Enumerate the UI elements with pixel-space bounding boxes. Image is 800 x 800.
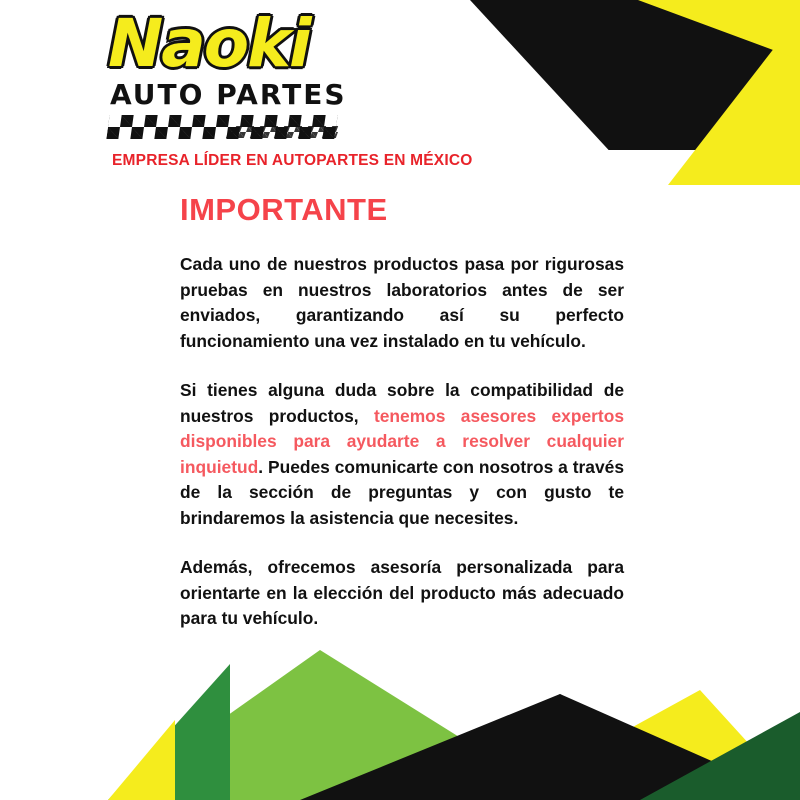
paragraph-quality: Cada uno de nuestros productos pasa por rigurosas pruebas en nuestros laboratorios antes de ser enviados, garantizando así su perfecto funcionamiento una vez instalado en tu vehículo.: [180, 254, 624, 351]
footer-shapes-svg: [0, 650, 800, 800]
brand-logo: [108, 6, 458, 139]
footer-yellow-left-shape: [108, 720, 175, 800]
paragraph-support-post: . Puedes comunicarte con nosotros a través de la sección de preguntas y con gusto te brindaremos la asistencia que necesites.: [180, 456, 624, 528]
content-body: [180, 192, 624, 632]
brand-logo-subtitle: AUTO PARTES: [110, 78, 347, 111]
paragraph-advisory: Además, ofrecemos asesoría personalizada para orientarte en la elección del producto más adecuado para tu vehículo.: [180, 557, 624, 628]
page-title: IMPORTANTE: [180, 192, 388, 227]
paragraph-support-highlight: tenemos asesores expertos disponibles para ayudarte a resolver cualquier inquietud: [180, 405, 624, 477]
footer-decoration: [0, 650, 800, 800]
brand-tagline: EMPRESA LÍDER EN AUTOPARTES EN MÉXICO: [112, 152, 473, 169]
checkered-flag-tail-icon: [226, 126, 340, 138]
paragraph-support-pre: Si tienes alguna duda sobre la compatibilidad de nuestros productos,: [180, 380, 624, 426]
brand-logo-wordmark: Naoki: [108, 5, 310, 82]
paragraph-support: [180, 378, 624, 531]
